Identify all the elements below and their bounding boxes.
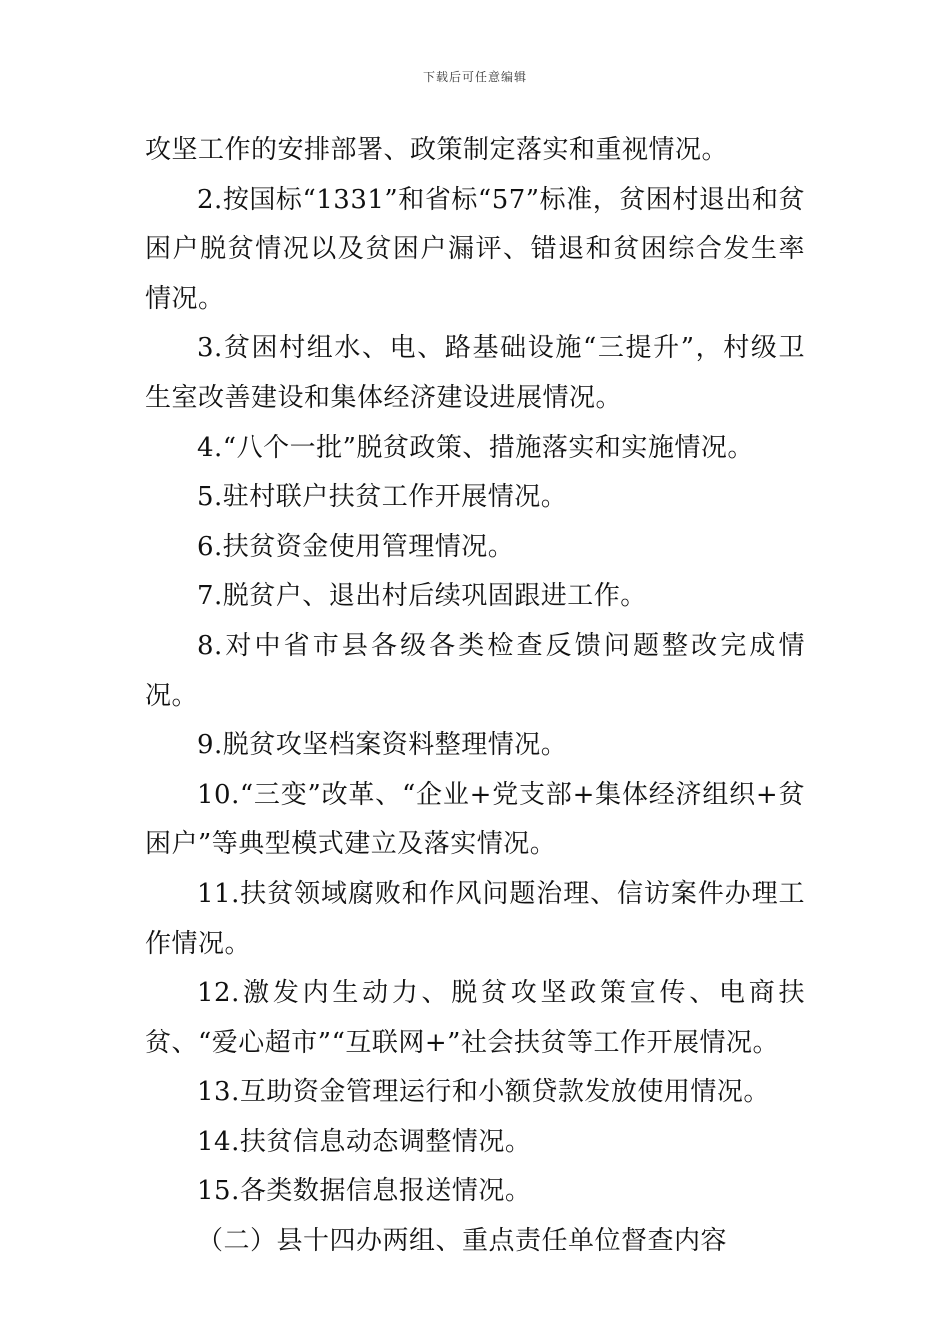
paragraph-item-3: 3.贫困村组水、电、路基础设施“三提升”，村级卫生室改善建设和集体经济建设进展情况。 [145, 333, 805, 413]
section-heading-2: （二）县十四办两组、重点责任单位督查内容 [197, 1226, 728, 1257]
paragraph-item-10: 10.“三变”改革、“企业+党支部+集体经济组织+贫困户”等典型模式建立及落实情况。 [145, 779, 805, 860]
paragraph-item-5: 5.驻村联户扶贫工作开展情况。 [197, 482, 568, 513]
paragraph-item-9: 9.脱贫攻坚档案资料整理情况。 [197, 730, 568, 761]
paragraph-item-11: 11.扶贫领域腐败和作风问题治理、信访案件办理工作情况。 [145, 878, 805, 959]
paragraph-item-4: 4.“八个一批”脱贫政策、措施落实和实施情况。 [197, 432, 754, 463]
document-body [145, 126, 805, 1267]
paragraph-item-6: 6.扶贫资金使用管理情况。 [197, 531, 515, 562]
page-header-note: 下载后可任意编辑 [422, 70, 527, 84]
paragraph-continuation: 攻坚工作的安排部署、政策制定落实和重视情况。 [145, 135, 729, 165]
paragraph-item-15: 15.各类数据信息报送情况。 [197, 1176, 532, 1207]
paragraph-item-14: 14.扶贫信息动态调整情况。 [197, 1126, 532, 1157]
paragraph-item-2: 2.按国标“1331”和省标“57”标准，贫困村退出和贫困户脱贫情况以及贫困户漏评、错退和贫困综合发生率情况。 [145, 184, 805, 314]
paragraph-item-12: 12.激发内生动力、脱贫攻坚政策宣传、电商扶贫、“爱心超市”“互联网+”社会扶贫等工作开展情况。 [145, 978, 805, 1058]
paragraph-item-13: 13.互助资金管理运行和小额贷款发放使用情况。 [197, 1077, 770, 1108]
paragraph-item-7: 7.脱贫户、退出村后续巩固跟进工作。 [197, 581, 647, 612]
paragraph-item-8: 8.对中省市县各级各类检查反馈问题整改完成情况。 [145, 630, 805, 711]
